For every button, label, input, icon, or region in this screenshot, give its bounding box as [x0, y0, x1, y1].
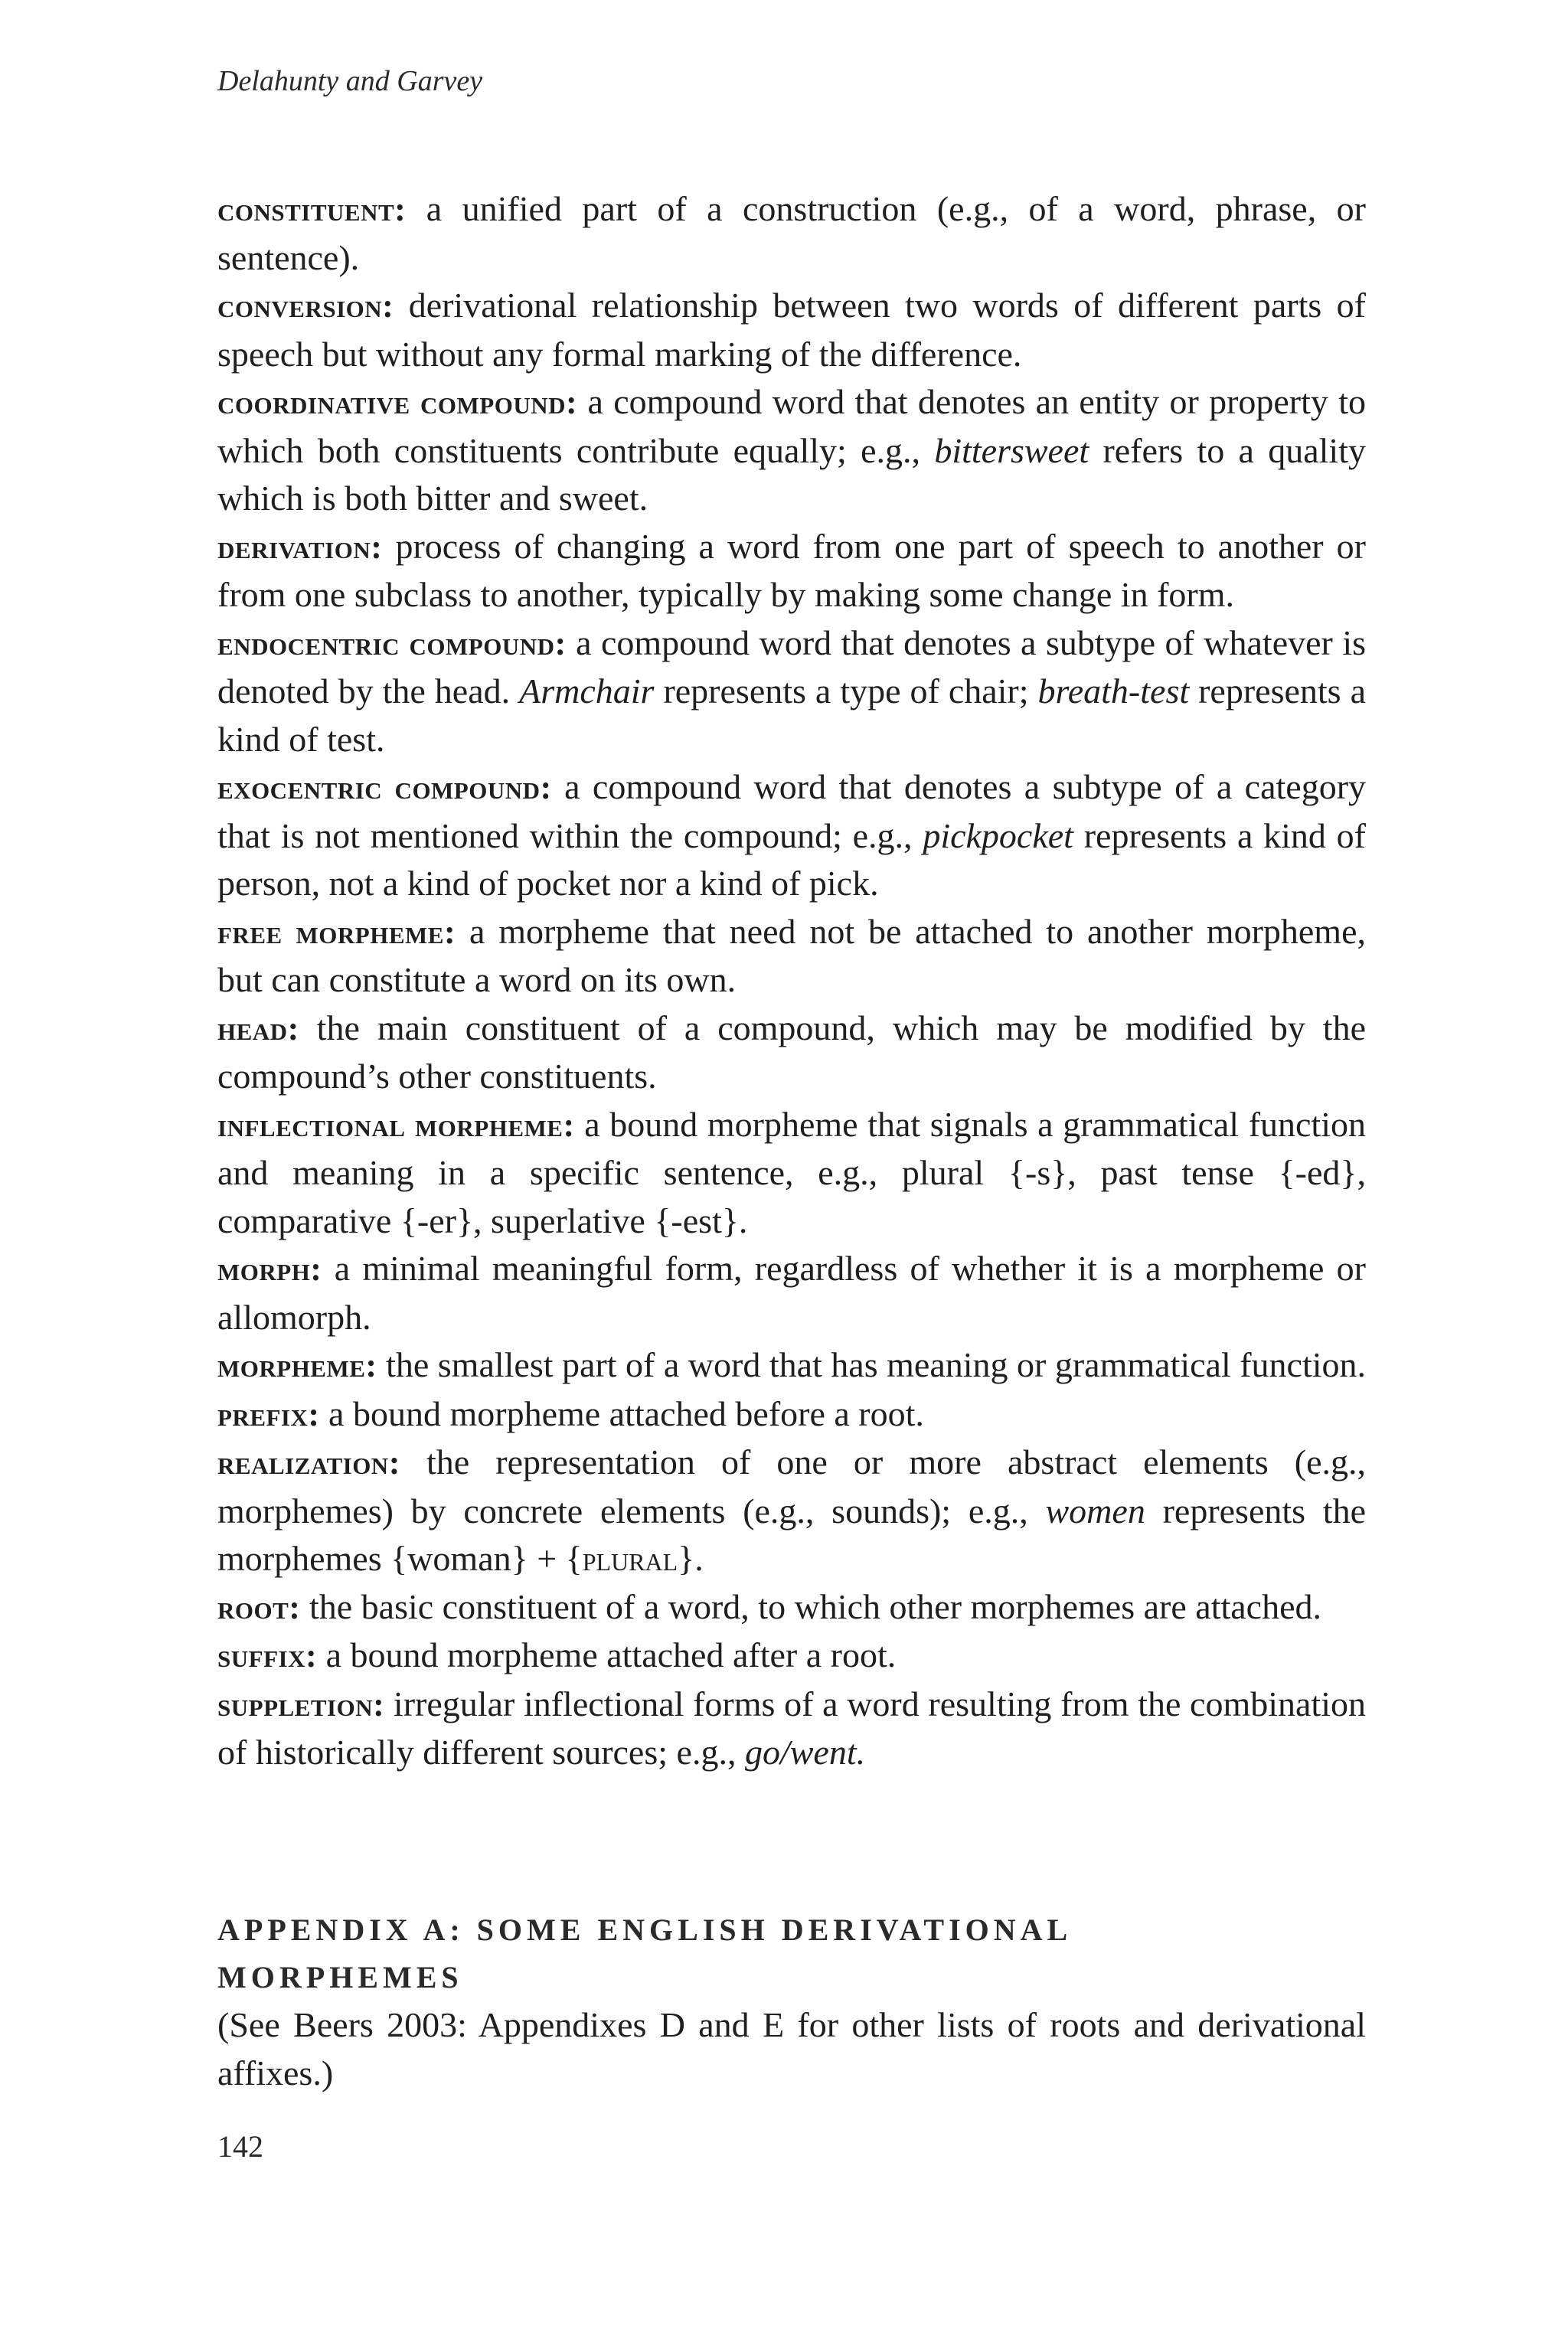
appendix-heading-line1: APPENDIX A: SOME ENGLISH DERIVATIONAL — [217, 1913, 1073, 1947]
glossary-definition: represents the morphemes {woman} + { — [217, 1491, 1366, 1578]
glossary-term: suffix: — [217, 1637, 318, 1674]
example-word: bittersweet — [934, 430, 1089, 470]
glossary-definition: a bound morpheme attached before a root. — [319, 1393, 924, 1433]
glossary-entry-exocentric-compound — [217, 763, 1366, 908]
glossary-term: free morpheme: — [217, 913, 456, 951]
glossary-definition: a compound word that denotes a subtype of a category that is not mentioned within the compound; e.g., — [217, 767, 1367, 855]
glossary-definition: a unified part of a construction (e.g., of a word, phrase, or sentence). — [217, 189, 1366, 277]
glossary-definition: refers to a quality which is both bitter and sweet. — [217, 430, 1366, 518]
glossary-entry-coordinative-compound — [217, 378, 1366, 523]
glossary-entry-conversion — [217, 282, 1366, 378]
glossary-definition: the basic constituent of a word, to which other morphemes are attached. — [300, 1586, 1322, 1626]
glossary-entry-free-morpheme — [217, 908, 1366, 1004]
glossary-definition: derivational relationship between two words of different parts of speech but without any formal marking of the difference. — [217, 286, 1366, 374]
glossary-term: derivation: — [217, 528, 383, 566]
glossary-term: constituent: — [217, 191, 407, 228]
glossary-term: realization: — [217, 1444, 400, 1481]
glossary-definition: a compound word that denotes a subtype of whatever is denoted by the head. — [217, 622, 1367, 710]
glossary — [217, 185, 1366, 1777]
glossary-definition: a morpheme that need not be attached to another morpheme, but can constitute a word on its own. — [217, 911, 1366, 999]
glossary-definition: irregular inflectional forms of a word resulting from the combination of historically different sources; e.g., — [217, 1684, 1366, 1772]
glossary-entry-endocentric-compound — [217, 619, 1366, 764]
appendix-heading-line2: MORPHEMES — [217, 1960, 463, 1994]
glossary-term: coordinative compound: — [217, 384, 578, 421]
glossary-entry-root — [217, 1583, 1366, 1632]
glossary-definition: the representation of one or more abstract elements (e.g., morphemes) by concrete elements (e.g., sounds); e.g., — [217, 1442, 1366, 1530]
glossary-definition: a minimal meaningful form, regardless of whether it is a morpheme or allomorph. — [217, 1249, 1366, 1337]
glossary-definition: a bound morpheme attached after a root. — [317, 1635, 897, 1674]
glossary-term: root: — [217, 1588, 301, 1626]
glossary-term: morpheme: — [217, 1347, 377, 1384]
glossary-entry-head — [217, 1004, 1366, 1101]
example-word: Armchair — [519, 671, 655, 710]
glossary-definition: the main constituent of a compound, which may be modified by the compound’s other constituents. — [217, 1008, 1366, 1096]
glossary-definition: represents a type of chair; — [654, 671, 1038, 710]
glossary-entry-derivation — [217, 523, 1366, 619]
glossary-term: prefix: — [217, 1395, 320, 1433]
glossary-entry-morpheme — [217, 1341, 1366, 1390]
glossary-definition: a compound word that denotes an entity or property to which both constituents contribute equally; e.g., — [217, 382, 1366, 470]
glossary-definition: represents a kind of test. — [217, 671, 1366, 759]
example-word: women — [1045, 1491, 1145, 1530]
glossary-term: morph: — [217, 1250, 322, 1288]
glossary-definition: the smallest part of a word that has meaning or grammatical function. — [377, 1345, 1367, 1384]
glossary-term: exocentric compound: — [217, 769, 552, 806]
glossary-definition: a bound morpheme that signals a grammatical function and meaning in a specific sentence, e.g., plural {-s}, past tense {-ed}, comparative {-er}, superlative {-est}. — [217, 1104, 1366, 1240]
example-word: pickpocket — [923, 815, 1073, 855]
running-head: Delahunty and Garvey — [217, 65, 483, 97]
glossary-term: inflectional morpheme: — [217, 1106, 575, 1144]
example-word: go/went. — [744, 1733, 866, 1772]
glossary-term: endocentric compound: — [217, 624, 567, 662]
glossary-entry-constituent — [217, 185, 1366, 282]
glossary-entry-realization — [217, 1439, 1366, 1583]
glossary-entry-morph — [217, 1245, 1366, 1341]
glossary-term: head: — [217, 1009, 299, 1047]
example-word: breath-test — [1037, 671, 1190, 710]
glossary-entry-inflectional-morpheme — [217, 1101, 1366, 1246]
glossary-entry-prefix — [217, 1390, 1366, 1439]
glossary-entry-suppletion — [217, 1681, 1366, 1777]
appendix-heading — [217, 1906, 1366, 2001]
appendix-note: (See Beers 2003: Appendixes D and E for other lists of roots and derivational affixes.) — [217, 2005, 1366, 2092]
glossary-term: conversion: — [217, 287, 394, 325]
small-caps-label: plural — [582, 1539, 678, 1578]
glossary-definition: process of changing a word from one part of speech to another or from one subclass to another, typically by making some change in form. — [217, 526, 1366, 614]
glossary-definition: }. — [678, 1539, 704, 1578]
glossary-term: suppletion: — [217, 1685, 385, 1723]
glossary-definition: represents a kind of person, not a kind of pocket nor a kind of pick. — [217, 815, 1366, 903]
glossary-entry-suffix — [217, 1632, 1366, 1681]
appendix-section — [217, 1906, 1366, 2097]
page-number: 142 — [217, 2129, 263, 2164]
